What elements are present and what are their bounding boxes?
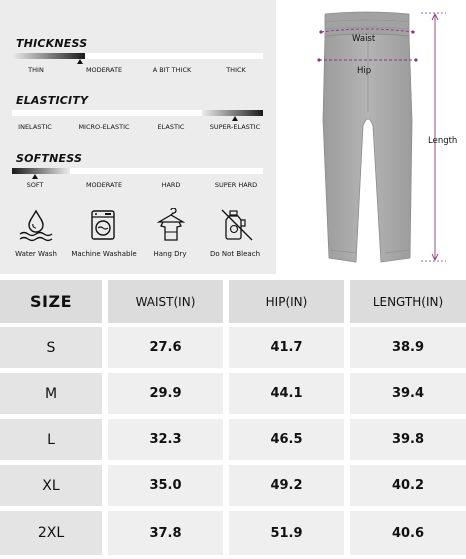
elasticity-title: ELASTICITY xyxy=(16,94,89,107)
table-cell-size: S xyxy=(0,327,102,368)
elasticity-selected-marker xyxy=(232,116,238,121)
hip-label: Hip xyxy=(357,66,372,76)
thickness-label: A BIT THICK xyxy=(152,66,192,74)
table-cell-hip: 41.7 xyxy=(229,327,344,368)
table-cell-waist: 35.0 xyxy=(108,465,223,506)
thickness-selected-marker xyxy=(77,59,83,64)
softness-label: HARD xyxy=(161,181,181,189)
size-chart-table xyxy=(0,278,466,559)
table-cell-length: 40.2 xyxy=(350,465,466,506)
thickness-label: MODERATE xyxy=(85,66,123,74)
length-label: Length xyxy=(428,136,458,146)
table-cell-length: 39.4 xyxy=(350,373,466,414)
table-header-length: LENGTH(IN) xyxy=(350,280,466,323)
table-cell-size: XL xyxy=(0,465,102,506)
thickness-label: THIN xyxy=(28,66,44,74)
table-cell-hip: 51.9 xyxy=(229,511,344,555)
table-cell-hip: 46.5 xyxy=(229,419,344,460)
table-cell-hip: 44.1 xyxy=(229,373,344,414)
water-wash-icon xyxy=(18,208,54,242)
elasticity-label: SUPER-ELASTIC xyxy=(209,123,261,131)
table-cell-waist: 27.6 xyxy=(108,327,223,368)
elasticity-label: INELASTIC xyxy=(18,123,52,131)
care-label-do-not-bleach: Do Not Bleach xyxy=(209,250,261,258)
table-header-size: SIZE xyxy=(0,280,102,323)
softness-label: MODERATE xyxy=(85,181,123,189)
elasticity-label: ELASTIC xyxy=(157,123,185,131)
table-cell-length: 40.6 xyxy=(350,511,466,555)
hang-dry-icon xyxy=(153,208,189,242)
table-cell-hip: 49.2 xyxy=(229,465,344,506)
washing-machine-icon xyxy=(85,208,121,242)
softness-label: SUPER HARD xyxy=(214,181,258,189)
softness-title: SOFTNESS xyxy=(16,152,83,165)
thickness-title: THICKNESS xyxy=(16,37,88,50)
table-header-hip: HIP(IN) xyxy=(229,280,344,323)
thickness-label: THICK xyxy=(226,66,246,74)
table-cell-size: M xyxy=(0,373,102,414)
table-cell-waist: 29.9 xyxy=(108,373,223,414)
care-label-hang-dry: Hang Dry xyxy=(153,250,187,258)
elasticity-scale-track xyxy=(12,110,263,116)
table-cell-length: 39.8 xyxy=(350,419,466,460)
thickness-scale-track xyxy=(12,53,263,59)
softness-selected-marker xyxy=(32,174,38,179)
no-bleach-icon xyxy=(218,208,254,242)
waist-label: Waist xyxy=(352,34,376,44)
table-cell-size: 2XL xyxy=(0,511,102,555)
softness-scale-fill xyxy=(12,168,70,174)
pants-measurement-illustration xyxy=(281,0,466,274)
thickness-scale-fill xyxy=(12,53,85,59)
table-cell-length: 38.9 xyxy=(350,327,466,368)
softness-label: SOFT xyxy=(26,181,44,189)
care-label-water-wash: Water Wash xyxy=(15,250,57,258)
elasticity-label: MICRO-ELASTIC xyxy=(78,123,130,131)
table-cell-waist: 37.8 xyxy=(108,511,223,555)
fabric-attributes-panel xyxy=(0,0,276,274)
softness-scale-track xyxy=(12,168,263,174)
table-cell-waist: 32.3 xyxy=(108,419,223,460)
table-header-waist: WAIST(IN) xyxy=(108,280,223,323)
care-label-machine-washable: Machine Washable xyxy=(71,250,137,258)
table-cell-size: L xyxy=(0,419,102,460)
